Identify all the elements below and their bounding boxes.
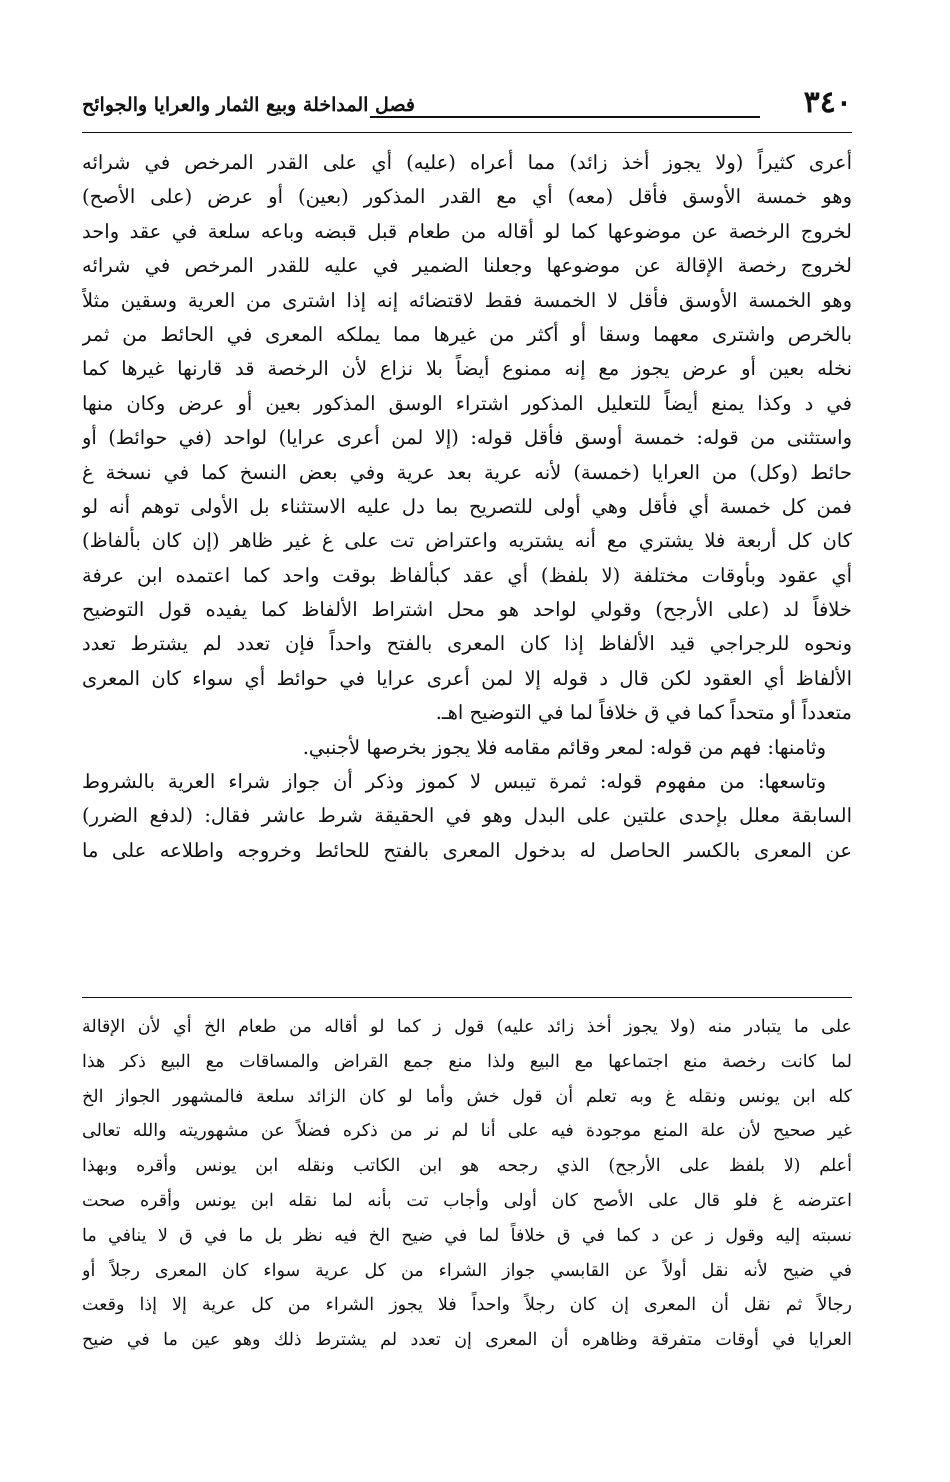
running-title: فصل المداخلة وبيع الثمار والعرايا والجوائح [82,94,416,116]
page-header [82,84,852,128]
text-line: وتاسعها: من مفهوم قوله: ثمرة تيبس لا كموز وذكر أن جواز شراء العرية بالشروط [82,770,826,794]
text-line: أعرى كثيراً (ولا يجوز أخذ زائد) مما أعراه (عليه) أي على القدر المرخص في شرائه [82,151,852,174]
footnote-line: أعلم (لا بلفظ على الأرجح) الذي رجحه هو ابن الكاتب ونقله ابن يونس وأقره وبهذا [82,1156,852,1177]
footnote-line: رجالاً ثم نقل أن المعرى إن كان رجلاً واحداً فلا يجوز الشراء من كل عرية إلا إذا وقعت [82,1295,852,1316]
text-line: متعدداً أو متحداً كما في ق خلافاً لما في التوضيح اهـ. [435,701,852,725]
text-line: في د وكذا يمنع أيضاً للتعليل المذكور اشتراء الوسق المذكور بعين أو عرض وكان منها [82,391,852,415]
footnote-line: لما كانت رخصة منع اجتماعها مع البيع ولذا منع جمع القراض والمساقات مع البيع ذكر هذا [82,1051,852,1072]
paragraph-eighth: وثامنها: فهم من قوله: لمعر وقائم مقامه فلا يجوز بخرصها لأجنبي. [302,735,826,759]
footnote-line: اعترضه غ فلو قال على الأصح كان أولى وأجاب تت بأنه لما نقله ابن يونس وأقره صحت [82,1190,852,1211]
text-line: عن المعرى بالكسر الحاصل له بدخول المعرى بالفتح للحائط وخروجه واطلاعه على ما [82,838,852,862]
text-line: لخروج رخصة الإقالة عن موضوعها وجعلنا الضمير في عليه للقدر المرخص في شرائه [82,254,852,278]
text-line: فمن كل خمسة أي فأقل وهي أولى للتصريح بما دل عليه الاستثناء بل الأولى توهم أنه لو [82,494,852,518]
text-line: السابقة معلل بإحدى علتين على البدل وهو في الحقيقة شرط عاشر فقال: (لدفع الضرر) [82,804,852,828]
text-line: نخله بعين أو عرض يجوز مع إنه ممنوع أيضاً بلا نزاع لأن الرخصة قد قارنها غيرها كما [82,357,852,381]
text-line: الألفاظ أي العقود لكن قال د قوله إلا لمن أعرى عرايا في حوائط أي سواء كان المعرى [82,666,852,690]
footnote-line: العرايا في أوقات متفرقة وظاهره أن المعرى إن تعدد لم يشترط ذلك وهو عين ما في ضيح [82,1330,852,1351]
text-line: وهو خمسة الأوسق فأقل (معه) أي مع القدر المذكور (بعين) أو عرض (على الأصح) [82,185,852,209]
footnotes [82,1010,852,1358]
main-text [82,146,852,868]
text-line: كان كل أربعة فلا يشتري مع أنه يشتريه واعتراض تت على غ غير ظاهر (إن كان بألفاظ) [82,529,852,553]
page-number: ٣٤٠ [803,85,852,120]
text-line: ونحوه للرجراجي قيد الألفاظ إذا كان المعرى بالفتح واحداً فإن تعدد لم يشترط تعدد [82,632,852,656]
footnote-line: نسبته إليه وقول ز عن د كما في ق خلافاً لما في ضيح الخ فيه نظر بل ما في ق لا ينافي ما [82,1225,852,1246]
footnote-line: كله ابن يونس ونقله غ وبه تعلم أن قول خش وأما لو كان الزائد سلعة فالمشهور الجواز الخ [82,1086,852,1107]
text-line: وهو الخمسة الأوسق فأقل لا الخمسة فقط لاقتضائه إنه إذا اشترى من العرية وسقين مثلاً [82,288,852,312]
text-line: أي عقود وبأوقات مختلفة (لا بلفظ) أي عقد كبألفاظ بوقت واحد كما اعتمده ابن عرفة [82,563,852,587]
footnote-line: في ضيح لأنه نقل أولاً عن القابسي جواز الشراء من كل عرية سواء كان المعرى رجلاً أو [82,1260,852,1281]
header-divider [370,116,760,118]
footnote-line: على ما يتبادر منه (ولا يجوز أخذ زائد عليه) قول ز كما لو أقاله من طعام الخ أي لأن الإقالة [82,1017,852,1037]
text-line: لخروج الرخصة عن موضوعها كما لو أقاله من طعام قبل قبضه وباعه سلعة في عقد واحد [82,219,852,243]
text-line: حائط (وكل) من العرايا (خمسة) لأنه عرية بعد عرية وفي بعض النسخ كما في نسخة غ [82,460,852,484]
text-line: واستثنى من قوله: خمسة أوسق فأقل قوله: (إلا لمن أعرى عرايا) لواحد (في حوائط) أو [82,426,852,450]
text-line: خلافاً لد (على الأرجح) وقولي لواحد هو محل اشتراط الألفاظ كما يفيده قول التوضيح [82,598,852,622]
header-bottom-rule [82,132,852,133]
text-line: بالخرص واشترى معهما وسقا أو أكثر من غيرها مما يملكه المعرى في الحائط من ثمر [82,322,852,346]
footnote-divider [82,997,852,998]
footnote-line: غير صحيح لأن علة المنع موجودة فيه على أنا لم نر من ذكره فضلاً عن مشهوريته والله تعالى [82,1121,852,1142]
